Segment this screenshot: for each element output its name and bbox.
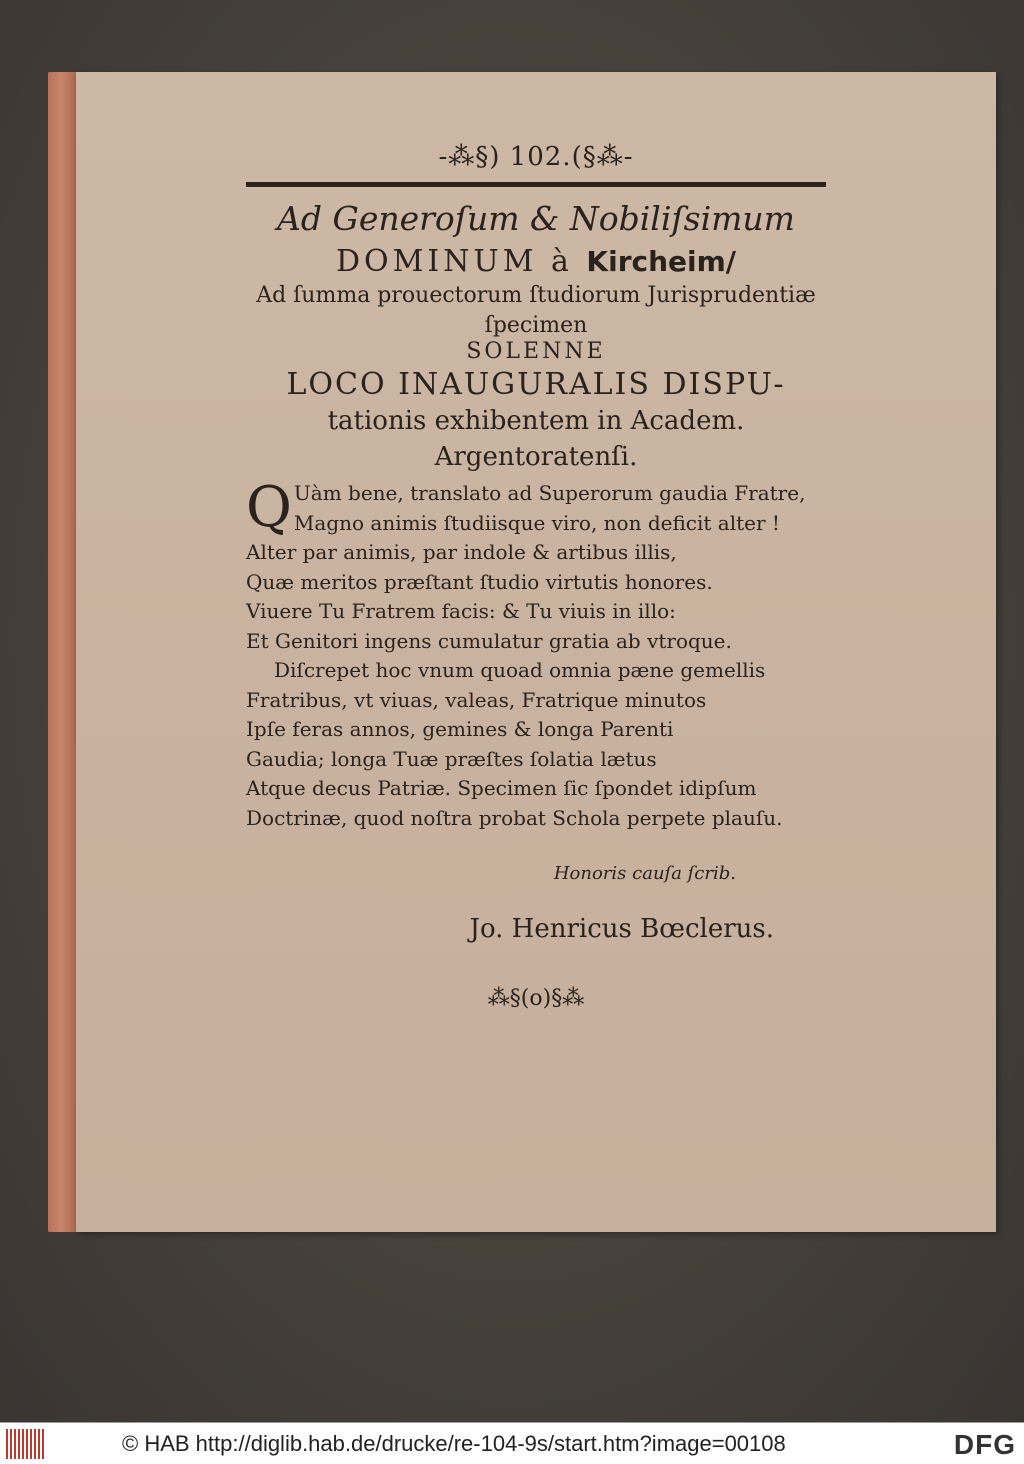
poem-line: Quæ meritos præſtant ſtudio virtutis honores.: [246, 569, 713, 594]
title-line-2: [246, 244, 826, 279]
barcode-icon: [6, 1429, 46, 1459]
header-rule: [246, 182, 826, 187]
title-line-8: Argentoratenſi.: [434, 442, 638, 472]
poem-line: Atque decus Patriæ. Specimen ſic ſpondet idipſum: [246, 776, 757, 800]
copyright-link[interactable]: © HAB http://diglib.hab.de/drucke/re-104-9s/start.htm?image=00108: [122, 1430, 786, 1456]
title-line-4: ſpecimen: [484, 313, 588, 338]
poem: [246, 475, 826, 833]
poem-line: Magno animis ſtudiisque viro, non deficit alter !: [293, 510, 780, 535]
title-line-5: SOLENNE: [466, 339, 606, 364]
title-line-6: LOCO INAUGURALIS DISPU-: [286, 367, 786, 402]
poem-line: Alter par animis, par indole & artibus illis,: [246, 540, 677, 564]
title-line-2-a: DOMINUM à: [335, 244, 573, 279]
signoff: Honoris cauſa ſcrib.: [553, 863, 736, 884]
poem-line: Ipſe feras annos, gemines & longa Parenti: [246, 717, 674, 741]
poem-line: Diſcrepet hoc vnum quoad omnia pæne gemellis: [274, 658, 766, 682]
page-number-header: -⁂§) 102.(§⁂-: [438, 142, 634, 172]
author-name: Jo. Henricus Bœclerus.: [469, 914, 774, 944]
title-line-7: tationis exhibentem in Academ.: [327, 406, 745, 436]
poem-line: Fratribus, vt viuas, valeas, Fratrique minutos: [246, 687, 707, 712]
title-line-2-b: Kircheim/: [586, 245, 737, 278]
poem-line: Gaudia; longa Tuæ præſtes ſolatia lætus: [246, 746, 657, 771]
poem-line: Uàm bene, translato ad Superorum gaudia Fratre,: [293, 481, 806, 505]
ornament-finial: ⁂§(o)§⁂: [487, 986, 585, 1011]
poem-line: Viuere Tu Fratrem facis: & Tu viuis in illo:: [246, 599, 676, 623]
poem-line: Doctrinæ, quod noſtra probat Schola perpete plauſu.: [246, 805, 783, 830]
dfg-logo: DFG: [953, 1429, 1016, 1460]
page-text: [246, 72, 826, 1011]
title-line-1: Ad Generoſum & Nobiliſsimum: [277, 199, 795, 238]
poem-dropcap: Q: [246, 475, 292, 540]
footer-bar: [0, 1422, 1024, 1464]
poem-line: Et Genitori ingens cumulatur gratia ab vtroque.: [246, 628, 732, 653]
title-line-3: Ad ſumma prouectorum ſtudiorum Jurisprudentiæ: [256, 283, 816, 308]
